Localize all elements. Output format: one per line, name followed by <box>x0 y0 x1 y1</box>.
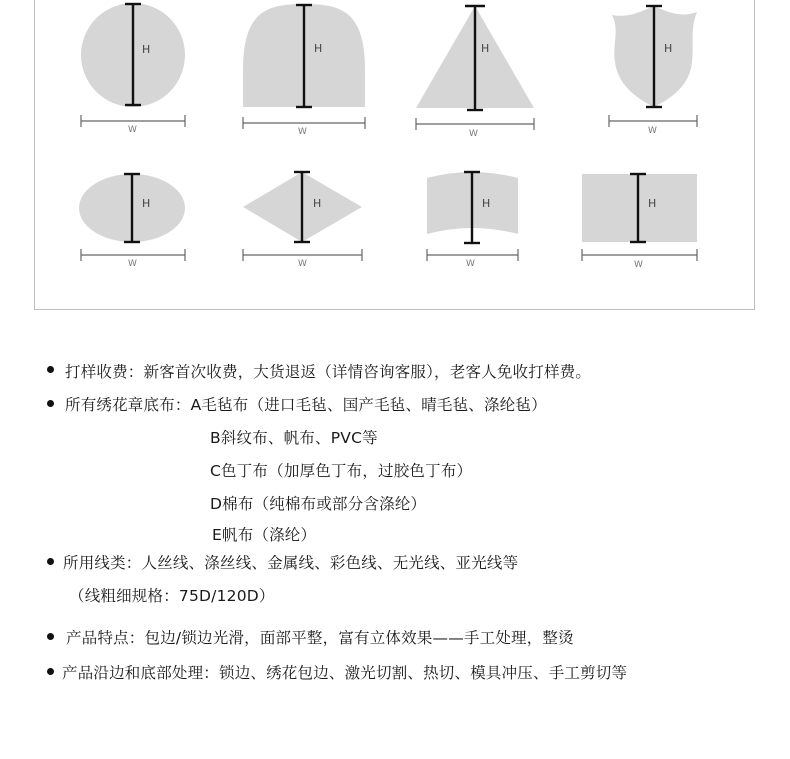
width-label: W <box>634 260 643 270</box>
shape-triangle <box>416 6 534 139</box>
bullet-dot <box>47 400 54 407</box>
height-label: H <box>664 42 673 55</box>
height-label: H <box>142 197 151 210</box>
height-label: H <box>314 42 323 55</box>
fabric-c-text: C色丁布（加厚色丁布，过胶色丁布） <box>210 462 473 480</box>
bullet-dot <box>47 366 54 373</box>
height-label: H <box>481 42 490 55</box>
bullet-dot <box>47 668 54 675</box>
shape-curved-banner <box>427 172 518 269</box>
fabric-b-text: B斜纹布、帆布、PVC等 <box>210 429 378 447</box>
height-label: H <box>482 197 491 210</box>
fabric-d-text: D棉布（纯棉布或部分含涤纶） <box>210 495 427 513</box>
height-label: H <box>648 197 657 210</box>
width-label: W <box>298 127 307 137</box>
shape-shield <box>609 6 697 136</box>
width-label: W <box>469 129 478 139</box>
height-label: H <box>142 43 151 56</box>
bullet-dot <box>47 558 54 565</box>
width-label: W <box>298 259 307 269</box>
thread-types-text: 所用线类：人丝线、涤丝线、金属线、彩色线、无光线、亚光线等 <box>63 554 519 572</box>
fabric-e-text: E帆布（涤纶） <box>212 526 317 544</box>
width-label: W <box>128 259 137 269</box>
shape-ellipse <box>79 174 185 269</box>
bullet-dot <box>47 633 54 640</box>
shape-diagram <box>0 0 790 320</box>
shape-circle <box>81 3 185 135</box>
edge-processing-text: 产品沿边和底部处理：锁边、绣花包边、激光切割、热切、模具冲压、手工剪切等 <box>62 664 628 682</box>
thread-spec-text: （线粗细规格：75D/120D） <box>69 587 275 605</box>
shape-diamond <box>243 172 362 269</box>
shape-arch <box>243 4 365 137</box>
height-label: H <box>313 197 322 210</box>
features-text: 产品特点：包边/锁边光滑，面部平整，富有立体效果——手工处理，整烫 <box>66 629 574 647</box>
width-label: W <box>466 259 475 269</box>
fabric-intro-text: 所有绣花章底布：A毛毡布（进口毛毡、国产毛毡、晴毛毡、涤纶毡） <box>65 396 547 414</box>
width-label: W <box>648 126 657 136</box>
sampling-fee-text: 打样收费：新客首次收费，大货退返（详情咨询客服），老客人免收打样费。 <box>65 363 592 381</box>
shape-rectangle <box>582 174 697 270</box>
width-label: W <box>128 125 137 135</box>
